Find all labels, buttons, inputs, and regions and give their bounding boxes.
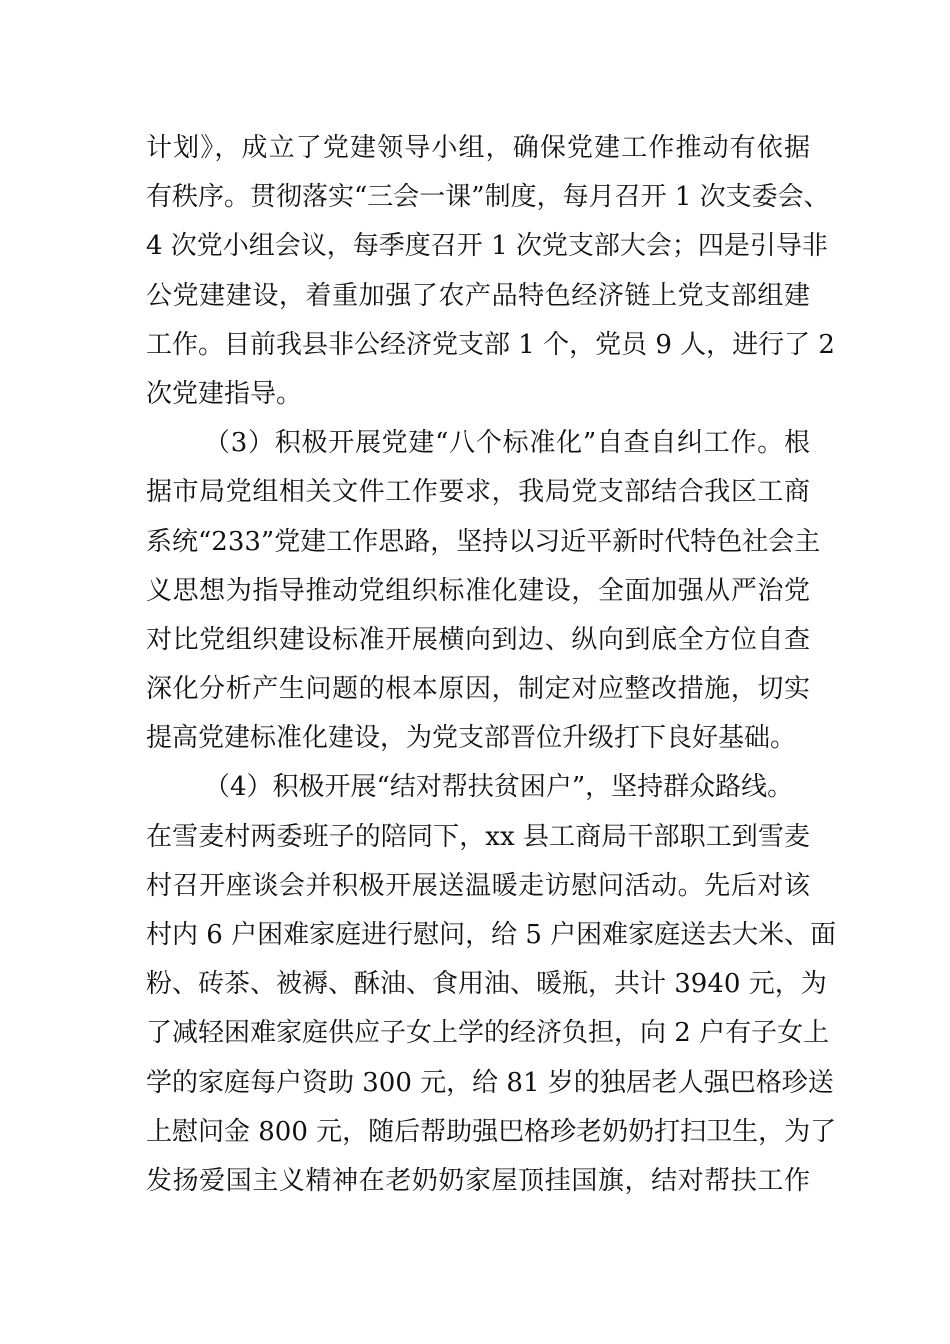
text-line: 计划》，成立了党建领导小组，确保党建工作推动有依据 bbox=[146, 133, 810, 163]
text-line: 粉、砖茶、被褥、酥油、食用油、暖瓶，共计 3940 元，为 bbox=[146, 969, 827, 1000]
text-line: 村内 6 户困难家庭进行慰问，给 5 户困难家庭送去大米、面 bbox=[146, 920, 837, 950]
text-line: 工作。目前我县非公经济党支部 1 个，党员 9 人，进行了 2 bbox=[146, 329, 835, 360]
text-line: 有秩序。贯彻落实“三会一课”制度，每月召开 1 次支委会、 bbox=[146, 182, 830, 213]
text-line: 在雪麦村两委班子的陪同下，xx 县工商局干部职工到雪麦 bbox=[146, 821, 810, 852]
text-line: 义思想为指导推动党组织标准化建设，全面加强从严治党 bbox=[146, 575, 810, 606]
text-line: 发扬爱国主义精神在老奶奶家屋顶挂国旗，结对帮扶工作 bbox=[146, 1165, 810, 1196]
text-line: 村召开座谈会并积极开展送温暖走访慰问活动。先后对该 bbox=[146, 870, 810, 901]
body-text bbox=[146, 124, 837, 1206]
text-line: 提高党建标准化建设，为党支部晋位升级打下良好基础。 bbox=[146, 723, 797, 754]
text-line: 对比党组织建设标准开展横向到边、纵向到底全方位自查 bbox=[146, 624, 810, 655]
text-line: 系统“233”党建工作思路，坚持以习近平新时代特色社会主 bbox=[146, 526, 821, 557]
text-line: 学的家庭每户资助 300 元，给 81 岁的独居老人强巴格珍送 bbox=[146, 1067, 834, 1098]
text-line: 深化分析产生问题的根本原因，制定对应整改措施，切实 bbox=[146, 674, 810, 705]
text-line: 上慰问金 800 元，随后帮助强巴格珍老奶奶打扫卫生，为了 bbox=[146, 1116, 837, 1147]
text-line: 4 次党小组会议，每季度召开 1 次党支部大会；四是引导非 bbox=[146, 231, 828, 262]
text-line: 据市局党组相关文件工作要求，我局党支部结合我区工商 bbox=[146, 477, 810, 508]
text-line: 次党建指导。 bbox=[146, 378, 303, 409]
text-line: 公党建建设，着重加强了农产品特色经济链上党支部组建 bbox=[146, 280, 810, 311]
text-line: 了减轻困难家庭供应子女上学的经济负担，向 2 户有子女上 bbox=[146, 1018, 830, 1049]
paragraph-start-line: （4）积极开展“结对帮扶贫困户”，坚持群众路线。 bbox=[204, 772, 794, 803]
paragraph-start-line: （3）积极开展党建“八个标准化”自查自纠工作。根 bbox=[204, 428, 810, 459]
